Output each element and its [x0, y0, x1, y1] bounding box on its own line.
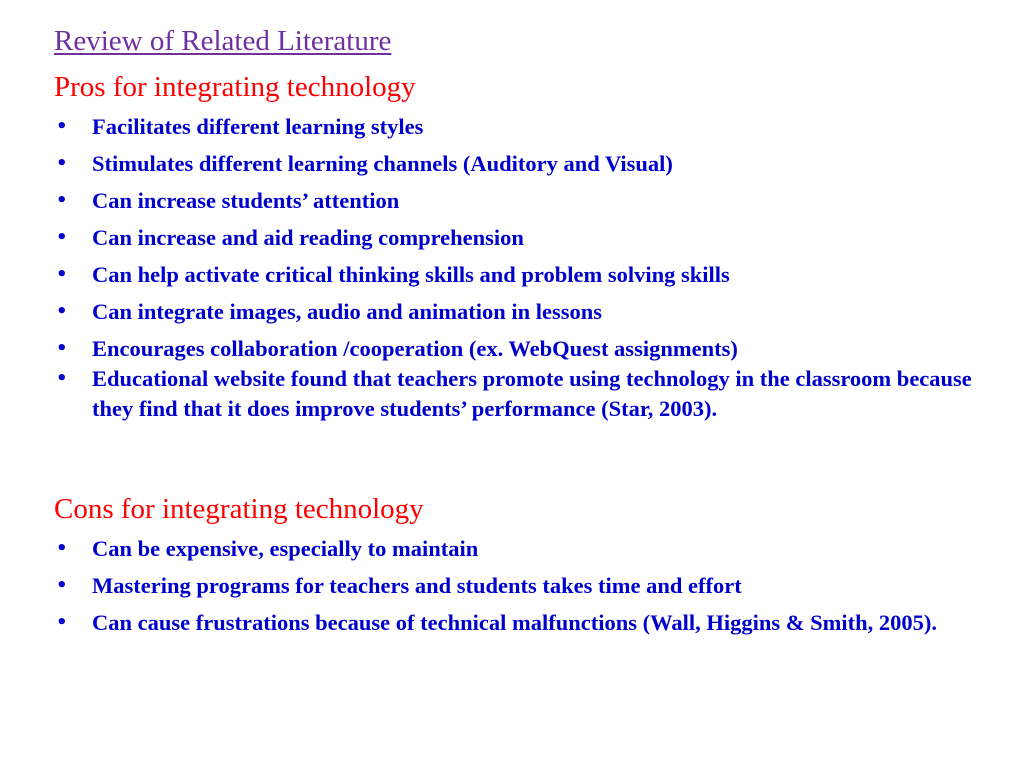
list-item-text: Facilitates different learning styles — [92, 114, 424, 139]
bullet-icon: • — [56, 116, 68, 137]
list-item — [54, 334, 974, 364]
list-item — [54, 186, 974, 216]
list-item — [54, 534, 974, 564]
list-item — [54, 223, 974, 253]
list-item — [54, 571, 974, 601]
bullet-icon: • — [56, 227, 68, 248]
list-item — [54, 149, 974, 179]
pros-list — [54, 112, 974, 424]
list-item — [54, 608, 974, 638]
slide-title: Review of Related Literature — [54, 25, 392, 57]
cons-list — [54, 534, 974, 645]
bullet-icon: • — [56, 338, 68, 359]
list-item-text: Educational website found that teachers promote using technology in the classroom because they find that it does improve students’ performance (Star, 2003). — [92, 366, 972, 421]
list-item — [54, 112, 974, 142]
bullet-icon: • — [56, 153, 68, 174]
list-item-text: Mastering programs for teachers and students takes time and effort — [92, 573, 742, 598]
bullet-icon: • — [56, 190, 68, 211]
list-item-text: Can help activate critical thinking skills and problem solving skills — [92, 262, 730, 287]
bullet-icon: • — [56, 612, 68, 633]
bullet-icon: • — [56, 264, 68, 285]
cons-heading: Cons for integrating technology — [54, 493, 424, 525]
list-item-text: Can cause frustrations because of technical malfunctions (Wall, Higgins & Smith, 2005). — [92, 610, 938, 635]
bullet-icon: • — [56, 368, 68, 389]
list-item — [54, 364, 974, 424]
pros-heading: Pros for integrating technology — [54, 71, 416, 103]
list-item-text: Can increase and aid reading comprehension — [92, 225, 524, 250]
list-item-text: Can be expensive, especially to maintain — [92, 536, 479, 561]
bullet-icon: • — [56, 301, 68, 322]
bullet-icon: • — [56, 575, 68, 596]
list-item-text: Stimulates different learning channels (Auditory and Visual) — [92, 151, 673, 176]
list-item — [54, 260, 974, 290]
bullet-icon: • — [56, 538, 68, 559]
list-item — [54, 297, 974, 327]
list-item-text: Can increase students’ attention — [92, 188, 400, 213]
list-item-text: Can integrate images, audio and animation in lessons — [92, 299, 603, 324]
list-item-text: Encourages collaboration /cooperation (ex. WebQuest assignments) — [92, 336, 738, 361]
